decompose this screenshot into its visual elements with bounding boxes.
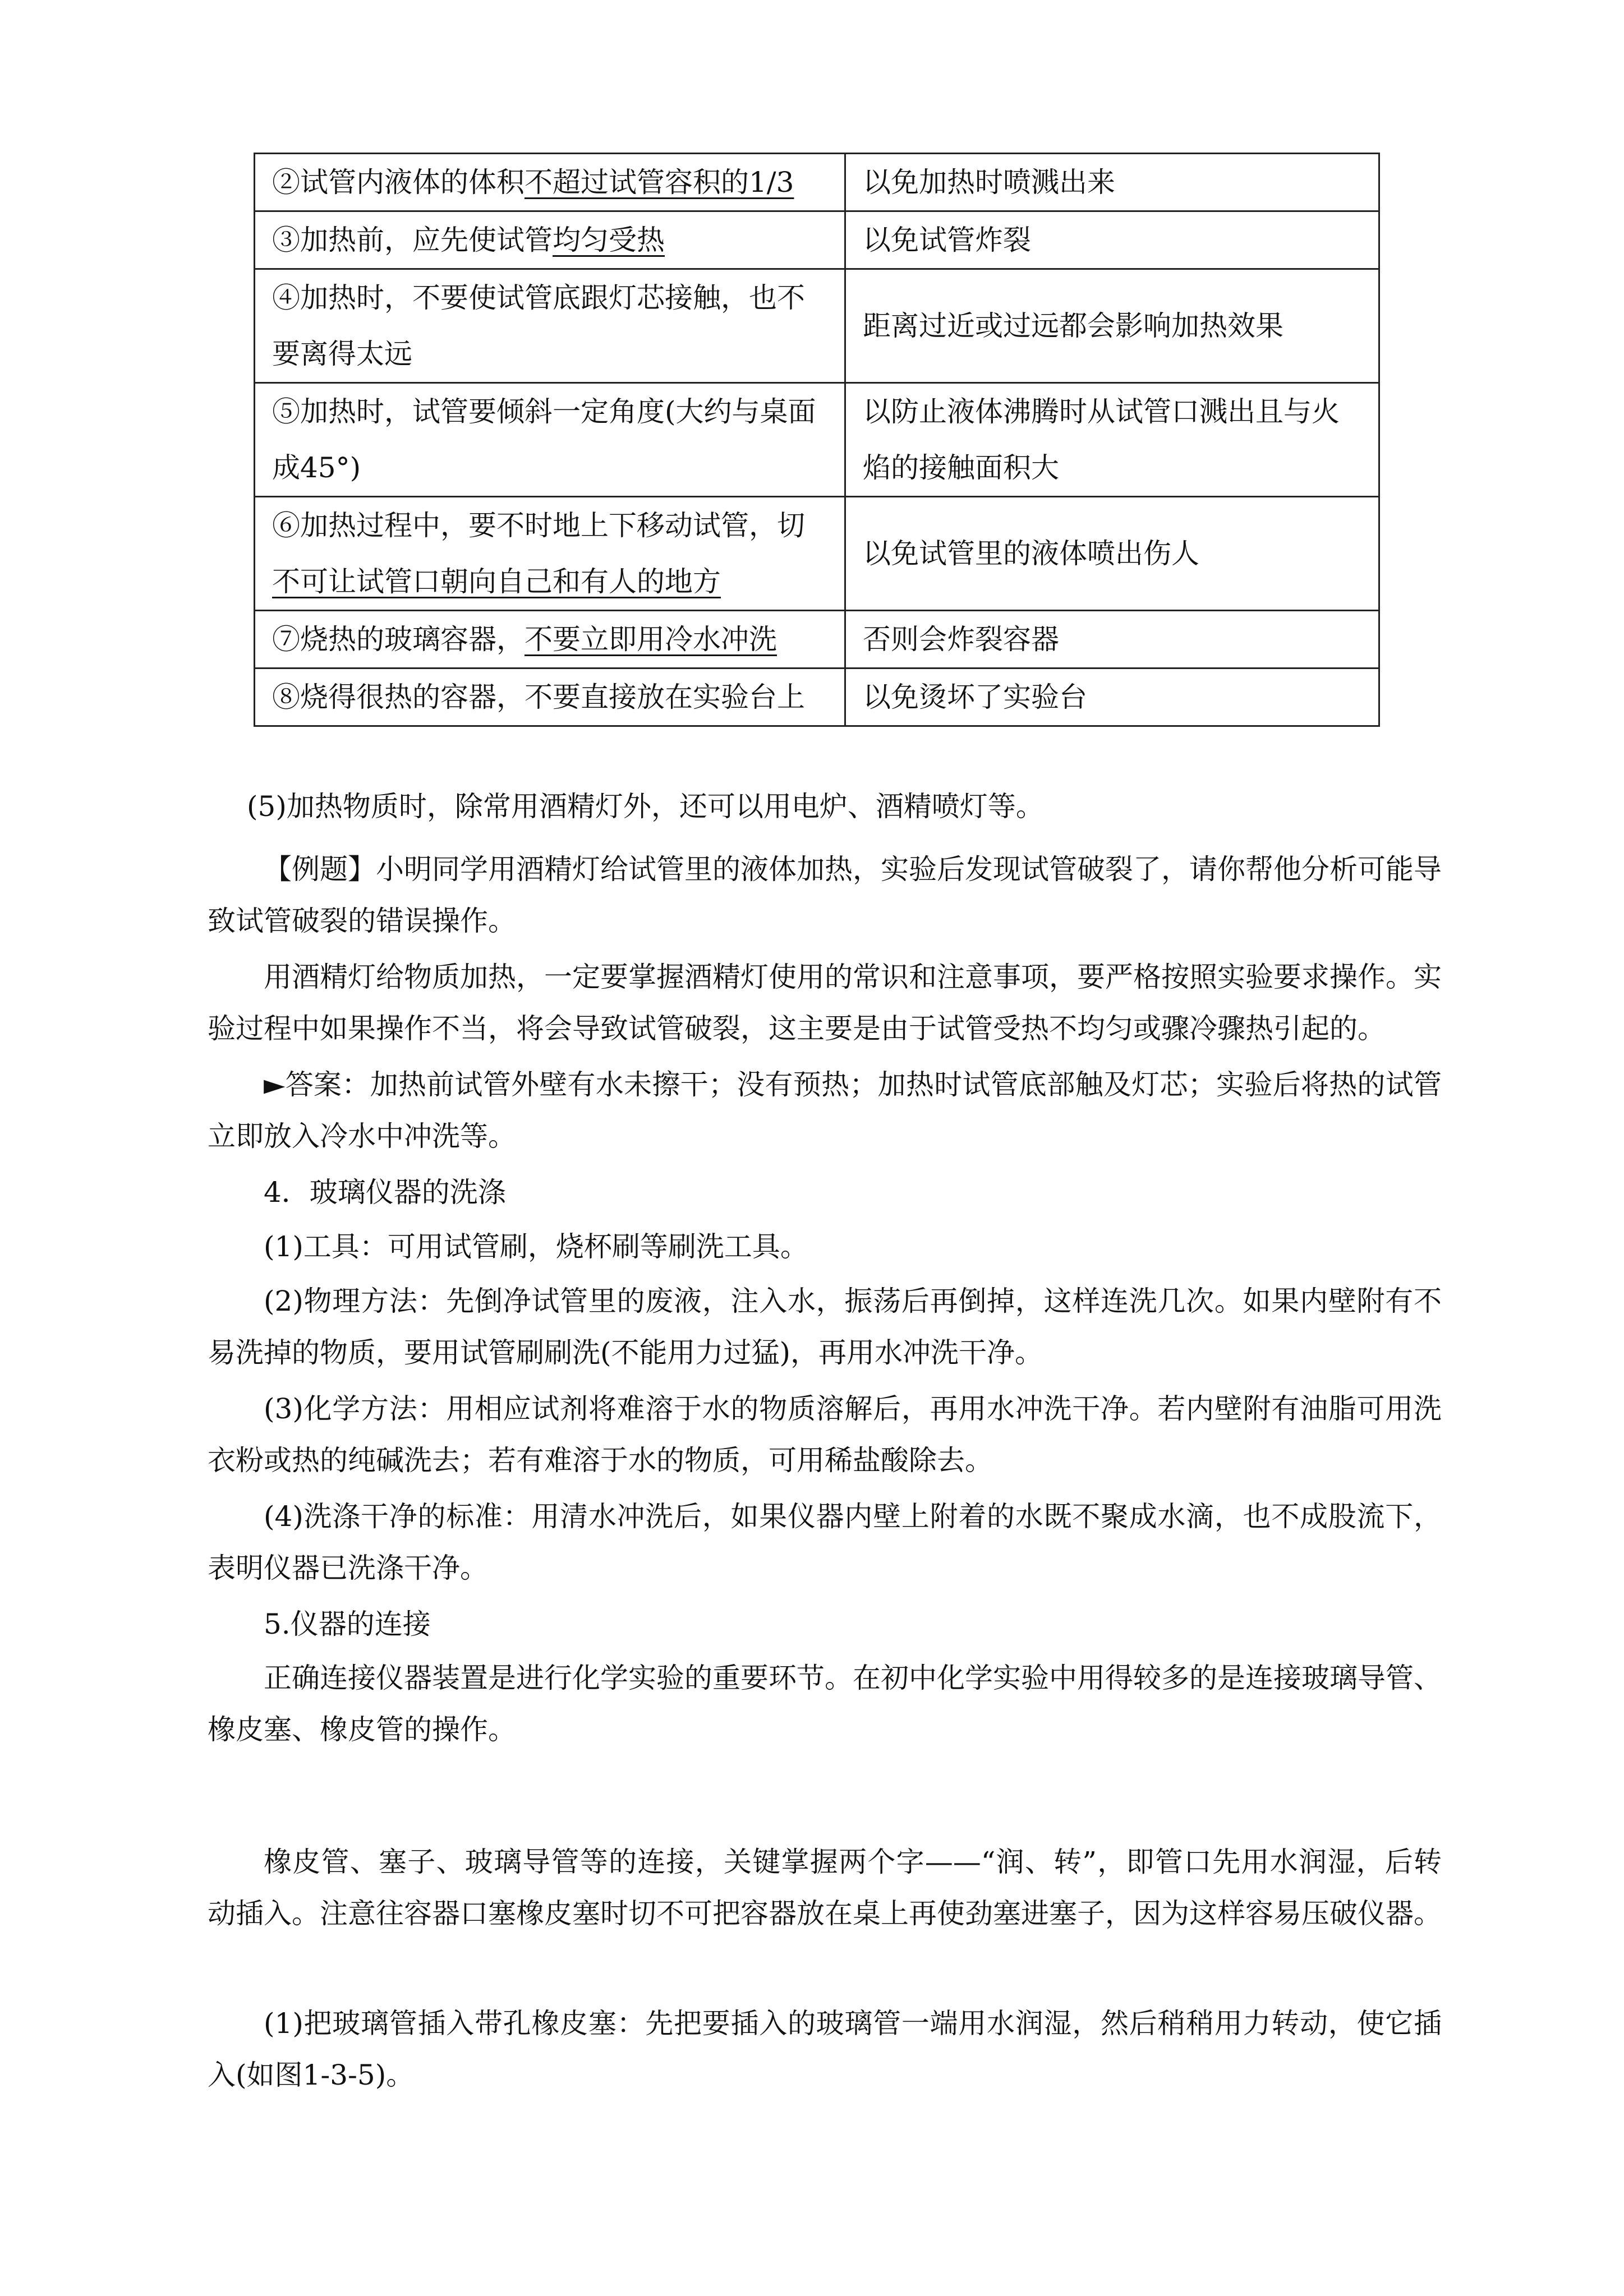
example-question: 【例题】小明同学用酒精灯给试管里的液体加热，实验后发现试管破裂了，请你帮他分析可能导致试管破裂的错误操作。 — [208, 853, 1442, 937]
table-cell-reason: 以免烫坏了实验台 — [845, 668, 1379, 726]
rule-emphasis: 不超过试管容积的1/3 — [525, 166, 794, 199]
table-row — [255, 668, 1379, 726]
heating-precautions-table — [254, 153, 1380, 727]
washing-tools: (1)工具：可用试管刷，烧杯刷等刷洗工具。 — [264, 1230, 808, 1263]
table-row — [255, 497, 1379, 611]
table-row — [255, 611, 1379, 668]
rule-text: ③加热前，应先使试管 — [272, 224, 553, 256]
rule-emphasis: 不可让试管口朝向自己和有人的地方 — [272, 565, 721, 598]
washing-clean-standard: (4)洗涤干净的标准：用清水冲洗后，如果仪器内壁上附着的水既不聚成水滴，也不成股流下，表明仪器已洗涤干净。 — [208, 1500, 1442, 1584]
table-cell-reason: 否则会炸裂容器 — [845, 611, 1379, 668]
section-heading-connection: 5.仪器的连接 — [264, 1608, 431, 1640]
table-cell-reason: 以免试管里的液体喷出伤人 — [845, 497, 1379, 611]
rule-text: ⑥加热过程中，要不时地上下移动试管，切 — [272, 509, 805, 542]
example-answer: ►答案：加热前试管外壁有水未擦干；没有预热；加热时试管底部触及灯芯；实验后将热的试管立即放入冷水中冲洗等。 — [208, 1068, 1442, 1152]
table-cell-reason: 以免加热时喷溅出来 — [845, 154, 1379, 211]
connection-step-1: (1)把玻璃管插入带孔橡皮塞：先把要插入的玻璃管一端用水润湿，然后稍稍用力转动，使它插入(如图1-3-5)。 — [208, 2007, 1442, 2091]
table-cell-reason: 以防止液体沸腾时从试管口溅出且与火焰的接触面积大 — [845, 383, 1379, 497]
table-cell-rule — [255, 611, 845, 668]
table-cell-reason: 以免试管炸裂 — [845, 211, 1379, 269]
table-cell-rule — [255, 211, 845, 269]
rule-emphasis: 不要立即用冷水冲洗 — [525, 623, 777, 656]
heating-alternatives-note: (5)加热物质时，除常用酒精灯外，还可以用电炉、酒精喷灯等。 — [247, 790, 1044, 823]
example-analysis: 用酒精灯给物质加热，一定要掌握酒精灯使用的常识和注意事项，要严格按照实验要求操作。实验过程中如果操作不当，将会导致试管破裂，这主要是由于试管受热不均匀或骤冷骤热引起的。 — [208, 961, 1442, 1045]
rule-text: ②试管内液体的体积 — [272, 166, 525, 199]
washing-chemical-method: (3)化学方法：用相应试剂将难溶于水的物质溶解后，再用水冲洗干净。若内壁附有油脂可用洗衣粉或热的纯碱洗去；若有难溶于水的物质，可用稀盐酸除去。 — [208, 1393, 1442, 1477]
table-row — [255, 269, 1379, 383]
rule-emphasis: 均匀受热 — [553, 224, 665, 256]
section-heading-glass-washing: 4．玻璃仪器的洗涤 — [264, 1176, 506, 1209]
table-cell-rule — [255, 154, 845, 211]
table-cell-reason: 距离过近或过远都会影响加热效果 — [845, 269, 1379, 383]
table-cell-rule: ④加热时，不要使试管底跟灯芯接触，也不要离得太远 — [255, 269, 845, 383]
rule-text: ⑦烧热的玻璃容器， — [272, 623, 525, 656]
connection-key-points: 橡皮管、塞子、玻璃导管等的连接，关键掌握两个字——“润、转”，即管口先用水润湿，后转动插入。注意往容器口塞橡皮塞时切不可把容器放在桌上再使劲塞进塞子，因为这样容易压破仪器。 — [208, 1846, 1442, 1930]
table-row — [255, 211, 1379, 269]
table-cell-rule — [255, 497, 845, 611]
table-row — [255, 154, 1379, 211]
table-row — [255, 383, 1379, 497]
table-cell-rule: ⑤加热时，试管要倾斜一定角度(大约与桌面成45°) — [255, 383, 845, 497]
table-cell-rule: ⑧烧得很热的容器，不要直接放在实验台上 — [255, 668, 845, 726]
connection-intro: 正确连接仪器装置是进行化学实验的重要环节。在初中化学实验中用得较多的是连接玻璃导管、橡皮塞、橡皮管的操作。 — [208, 1662, 1442, 1746]
washing-physical-method: (2)物理方法：先倒净试管里的废液，注入水，振荡后再倒掉，这样连洗几次。如果内壁附有不易洗掉的物质，要用试管刷刷洗(不能用力过猛)，再用水冲洗干净。 — [208, 1285, 1442, 1369]
